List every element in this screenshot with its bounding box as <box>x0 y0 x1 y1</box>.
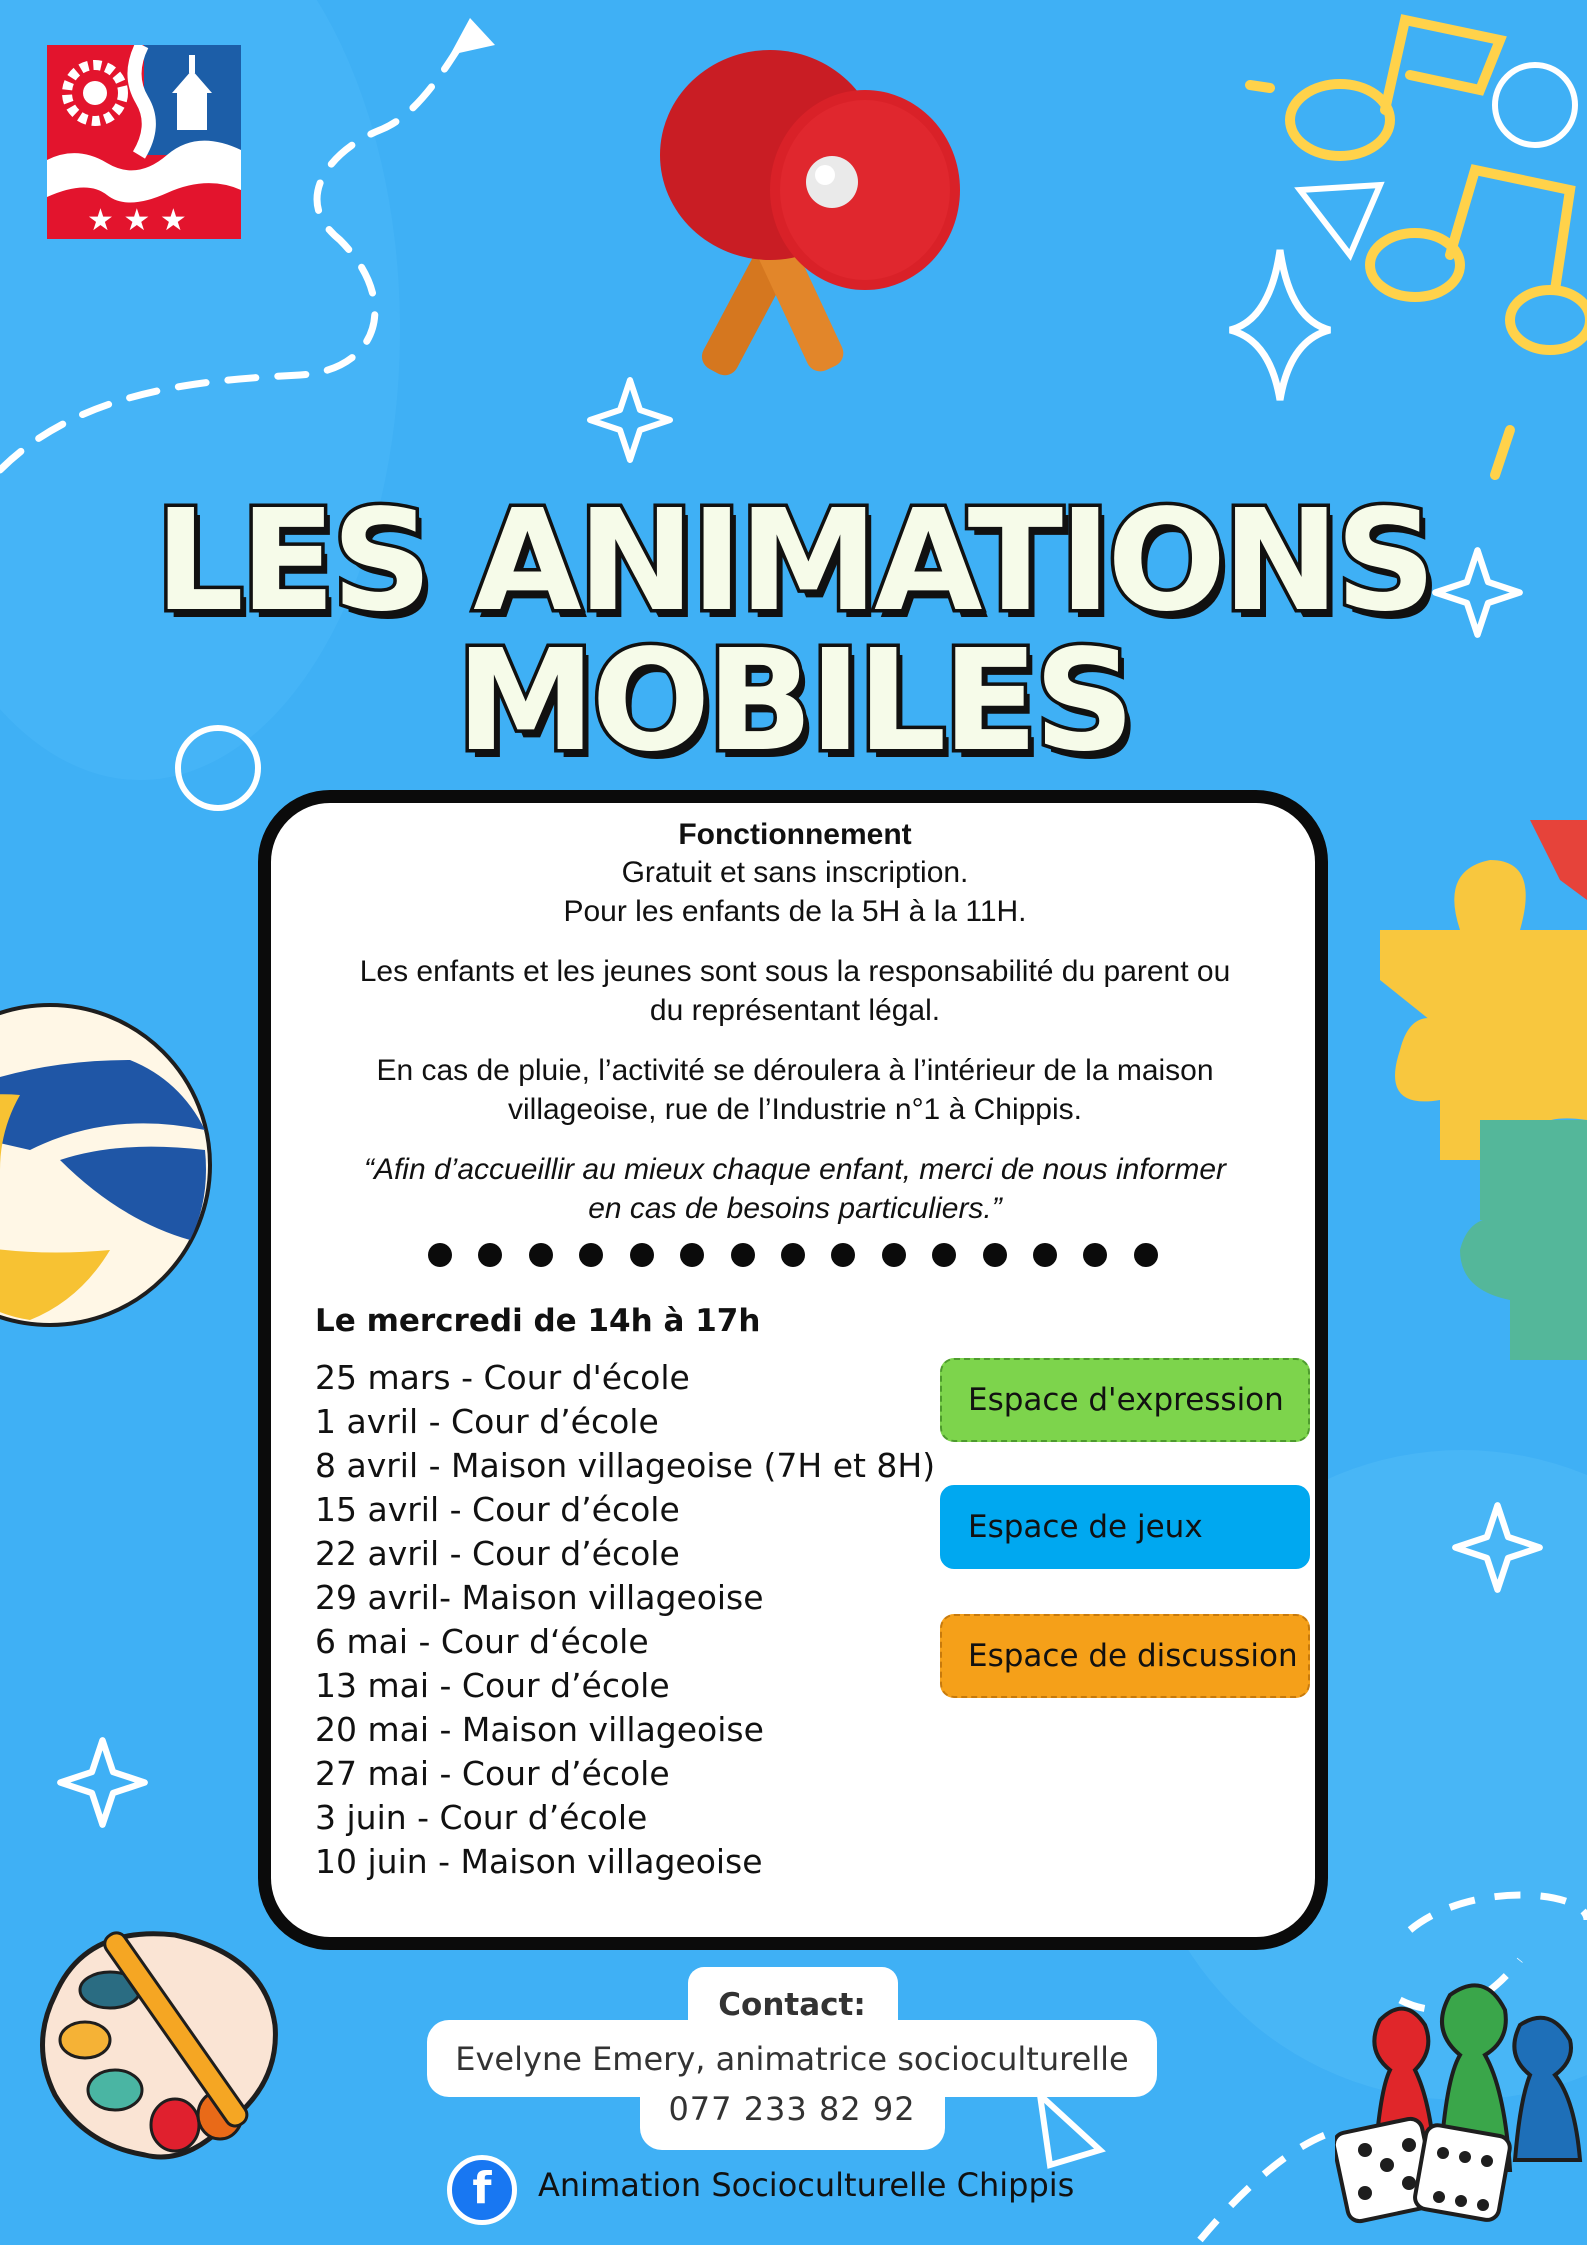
contact-name: Evelyne Emery, animatrice socioculturelle <box>455 2040 1129 2078</box>
info-free: Gratuit et sans inscription. <box>621 856 969 889</box>
music-notes-icon <box>1200 0 1587 500</box>
info-rain-1: En cas de pluie, l’activité se déroulera à l’intérieur de la maison <box>376 1054 1214 1087</box>
espace-expression-badge: Espace d'expression <box>940 1358 1310 1442</box>
info-heading: Fonctionnement <box>678 818 912 851</box>
palette-icon <box>25 1915 305 2180</box>
schedule-item: 27 mai - Cour d’école <box>315 1754 670 1793</box>
info-responsibility-2: du représentant légal. <box>649 994 941 1027</box>
schedule-list <box>315 1356 935 1884</box>
contact-phone[interactable]: 077 233 82 92 <box>668 2090 916 2128</box>
coat-of-arms-icon <box>47 45 241 239</box>
schedule-item: 6 mai - Cour d‘école <box>315 1622 649 1661</box>
sparkle-star-icon <box>55 1735 150 1830</box>
info-rain-2: villageoise, rue de l’Industrie n°1 à Chippis. <box>508 1093 1082 1126</box>
volleyball-icon <box>0 1000 225 1330</box>
ping-pong-paddles-icon <box>660 40 1000 410</box>
schedule-heading: Le mercredi de 14h à 17h <box>315 1303 761 1339</box>
schedule-item: 22 avril - Cour d’école <box>315 1534 680 1573</box>
info-responsibility-1: Les enfants et les jeunes sont sous la responsabilité du parent ou <box>359 955 1231 988</box>
contact-heading: Contact: <box>718 1987 866 2023</box>
info-quote-1: “Afin d’accueillir au mieux chaque enfant, merci de nous informer <box>363 1153 1227 1186</box>
svg-text:★ ★ ★: ★ ★ ★ <box>87 203 187 238</box>
facebook-icon[interactable]: f <box>447 2155 517 2225</box>
title-line-2: MOBILES <box>456 620 1131 783</box>
dice-icon <box>1335 2105 1515 2225</box>
dotted-divider <box>428 1240 1158 1270</box>
info-ages: Pour les enfants de la 5H à la 11H. <box>563 895 1027 928</box>
schedule-item: 10 juin - Maison villageoise <box>315 1842 763 1881</box>
facebook-page-link[interactable]: Animation Socioculturelle Chippis <box>538 2166 1075 2204</box>
schedule-item: 1 avril - Cour d’école <box>315 1402 659 1441</box>
schedule-item: 29 avril- Maison villageoise <box>315 1578 764 1617</box>
sparkle-star-icon <box>1450 1500 1545 1595</box>
schedule-item: 15 avril - Cour d’école <box>315 1490 680 1529</box>
puzzle-icon <box>1380 820 1587 1360</box>
sparkle-star-icon <box>585 375 675 465</box>
schedule-item: 25 mars - Cour d'école <box>315 1358 690 1397</box>
espace-jeux-badge: Espace de jeux <box>940 1485 1310 1569</box>
schedule-item: 13 mai - Cour d’école <box>315 1666 670 1705</box>
schedule-item: 20 mai - Maison villageoise <box>315 1710 764 1749</box>
schedule-item: 8 avril - Maison villageoise (7H et 8H) <box>315 1446 936 1485</box>
schedule-item: 3 juin - Cour d’école <box>315 1798 648 1837</box>
espace-discussion-badge: Espace de discussion <box>940 1614 1310 1698</box>
title-line-1: LES ANIMATIONS <box>154 480 1433 643</box>
info-quote-2: en cas de besoins particuliers.” <box>588 1192 1002 1225</box>
